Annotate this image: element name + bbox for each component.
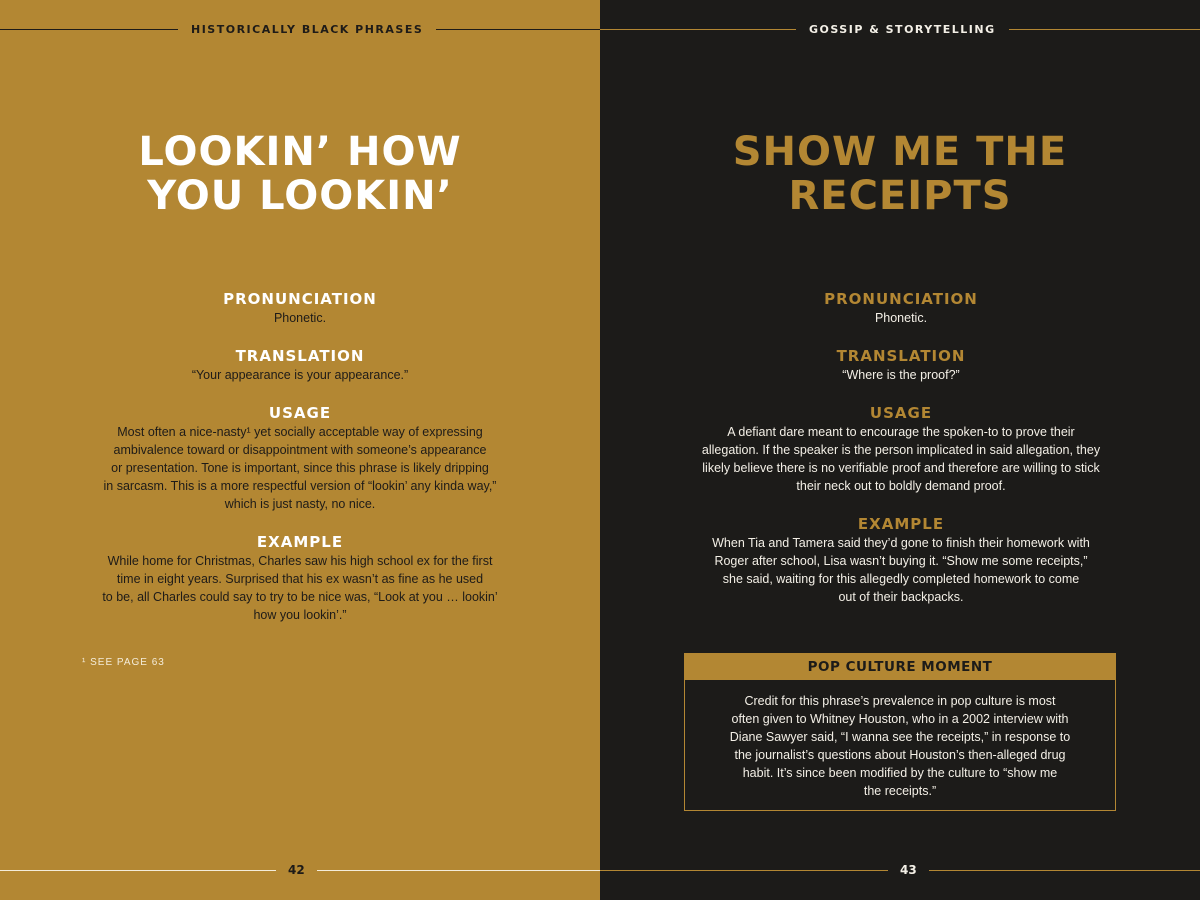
usage-line: Most often a nice-nasty¹ yet socially acceptable way of expressing — [117, 425, 483, 439]
example-text — [80, 552, 520, 624]
pronunciation-heading: PRONUNCIATION — [824, 290, 978, 308]
header-rule-right-b — [1009, 29, 1200, 30]
example-line: When Tia and Tamera said they’d gone to finish their homework with — [712, 536, 1090, 550]
running-header-left — [0, 21, 600, 37]
example-line: Roger after school, Lisa wasn’t buying it. “Show me some receipts,” — [714, 554, 1088, 568]
usage-line: likely believe there is no verifiable proof and therefore are willing to stick — [702, 461, 1100, 475]
usage-line: ambivalence toward or disappointment with someone’s appearance — [113, 443, 487, 457]
header-rule-left-a — [0, 29, 178, 30]
header-rule-right-a — [600, 29, 796, 30]
pop-culture-text — [685, 680, 1115, 800]
pop-culture-line: Diane Sawyer said, “I wanna see the receipts,” in response to — [729, 730, 1071, 744]
usage-line: in sarcasm. This is a more respectful version of “lookin’ any kinda way,” — [103, 479, 497, 493]
usage-line: or presentation. Tone is important, since this phrase is likely dripping — [111, 461, 489, 475]
usage-text — [80, 423, 520, 513]
example-heading: EXAMPLE — [256, 533, 344, 551]
title-line-1: LOOKIN’ HOW — [138, 129, 462, 175]
entry-content-right — [678, 289, 1124, 625]
example-line: to be, all Charles could say to try to be nice was, “Look at you … lookin’ — [102, 590, 498, 604]
footer-left — [0, 861, 600, 879]
pronunciation-text: Phonetic. — [874, 311, 928, 325]
translation-text: “Your appearance is your appearance.” — [191, 368, 409, 382]
usage-heading: USAGE — [268, 404, 332, 422]
pop-culture-line: often given to Whitney Houston, who in a 2002 interview with — [731, 712, 1069, 726]
usage-line: allegation. If the speaker is the person implicated in said allegation, they — [701, 443, 1101, 457]
phrase-title-right — [600, 130, 1200, 218]
footer-rule-left-a — [0, 870, 276, 871]
pop-culture-line: the journalist’s questions about Houston’s then-alleged drug — [734, 748, 1066, 762]
usage-line: which is just nasty, no nice. — [224, 497, 376, 511]
pop-culture-line: the receipts.” — [863, 784, 937, 798]
title-line-2: RECEIPTS — [788, 173, 1012, 219]
right-page — [600, 0, 1200, 900]
pronunciation-text: Phonetic. — [273, 311, 327, 325]
entry-content-left — [80, 289, 520, 643]
section-header-left: HISTORICALLY BLACK PHRASES — [191, 22, 424, 36]
translation-heading: TRANSLATION — [235, 347, 365, 365]
example-line: she said, waiting for this allegedly completed homework to come — [722, 572, 1080, 586]
footer-rule-right-a — [600, 870, 888, 871]
example-heading: EXAMPLE — [857, 515, 945, 533]
example-line: While home for Christmas, Charles saw his high school ex for the first — [107, 554, 493, 568]
section-header-right: GOSSIP & STORYTELLING — [809, 22, 996, 36]
usage-line: their neck out to boldly demand proof. — [796, 479, 1006, 493]
usage-line: A defiant dare meant to encourage the spoken-to to prove their — [727, 425, 1075, 439]
pop-culture-box — [684, 653, 1116, 811]
footer-rule-left-b — [317, 870, 600, 871]
example-text — [678, 534, 1124, 606]
translation-heading: TRANSLATION — [836, 347, 966, 365]
example-line: out of their backpacks. — [838, 590, 964, 604]
pop-culture-heading: POP CULTURE MOMENT — [685, 654, 1115, 680]
pop-culture-line: habit. It’s since been modified by the culture to “show me — [742, 766, 1058, 780]
running-header-right — [600, 21, 1200, 37]
header-rule-left-b — [436, 29, 600, 30]
usage-text — [678, 423, 1124, 495]
phrase-title-left — [0, 130, 600, 218]
pronunciation-heading: PRONUNCIATION — [223, 290, 377, 308]
page-number-right: 43 — [900, 863, 917, 877]
footer-right — [600, 861, 1200, 879]
usage-heading: USAGE — [869, 404, 933, 422]
footer-rule-right-b — [929, 870, 1200, 871]
pop-culture-line: Credit for this phrase’s prevalence in pop culture is most — [744, 694, 1056, 708]
footnote: ¹ SEE PAGE 63 — [82, 657, 165, 668]
example-line: how you lookin’.” — [253, 608, 347, 622]
example-line: time in eight years. Surprised that his ex wasn’t as fine as he used — [116, 572, 484, 586]
title-line-1: SHOW ME THE — [732, 129, 1068, 175]
translation-text: “Where is the proof?” — [842, 368, 960, 382]
page-number-left: 42 — [288, 863, 305, 877]
title-line-2: YOU LOOKIN’ — [147, 173, 453, 219]
